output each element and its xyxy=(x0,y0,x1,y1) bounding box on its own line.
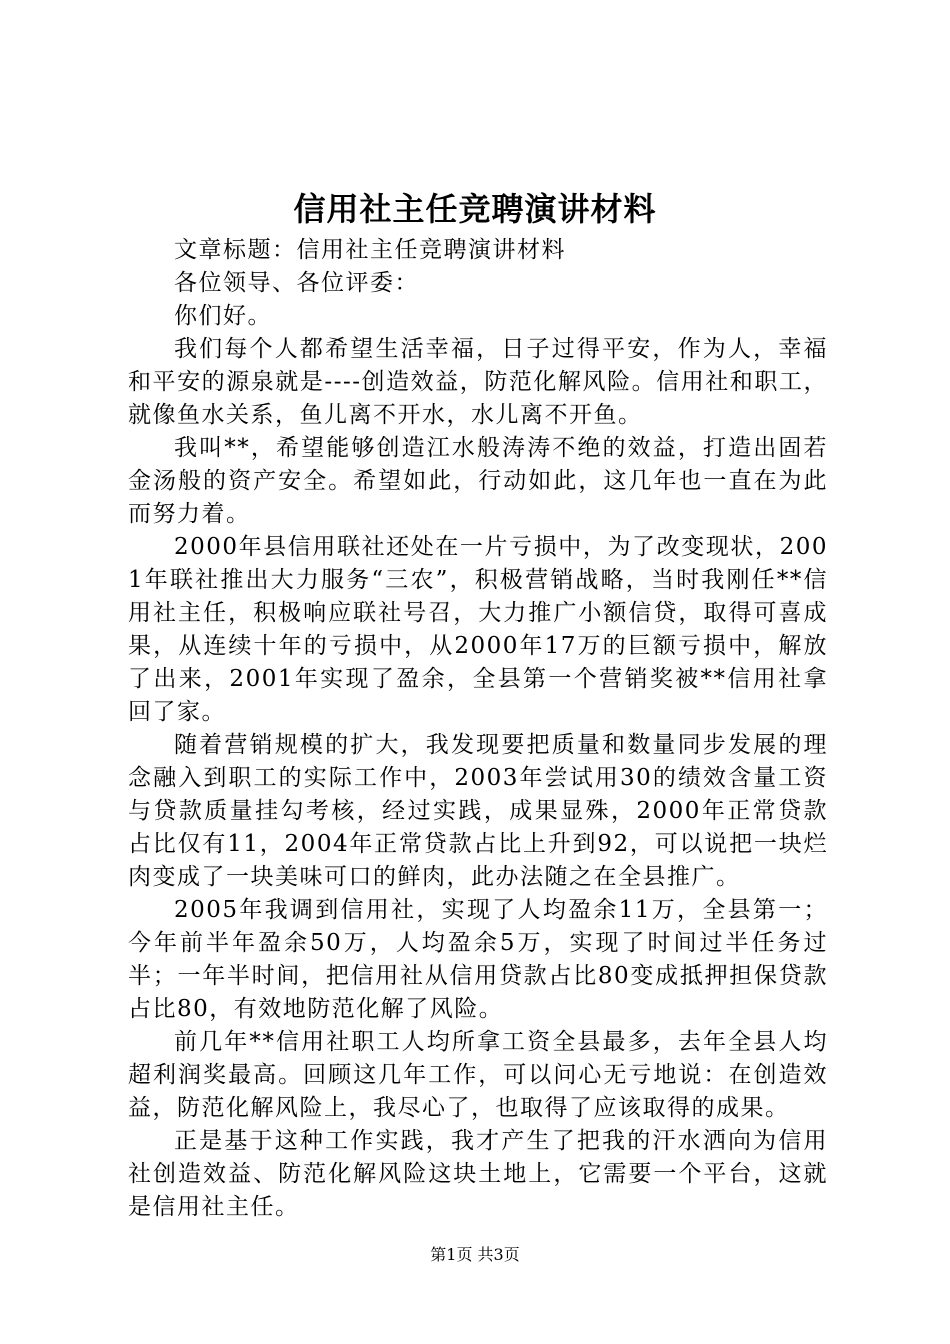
document-body xyxy=(128,234,828,1224)
paragraph-marketing-scale: 随着营销规模的扩大，我发现要把质量和数量同步发展的理念融入到职工的实际工作中，2003年尝试用30的绩效含量工资与贷款质量挂勾考核，经过实践，成果显殊，2000年正常贷款占比仅有11，2004年正常贷款占比上升到92，可以说把一块烂肉变成了一块美味可口的鲜肉，此办法随之在全县推广。 xyxy=(128,732,828,890)
paragraph-article-title: 文章标题：信用社主任竞聘演讲材料 xyxy=(174,237,566,263)
page-number: 第1页 共3页 xyxy=(430,1245,520,1264)
paragraph-2005-results: 2005年我调到信用社，实现了人均盈余11万，全县第一；今年前半年盈余50万，人均盈余5万，实现了时间过半任务过半；一年半时间，把信用社从信用贷款占比80变成抵押担保贷款占比80，有效地防范化解了风险。 xyxy=(128,897,828,1022)
paragraph-conclusion: 正是基于这种工作实践，我才产生了把我的汗水洒向为信用社创造效益、防范化解风险这块土地上，它需要一个平台，这就是信用社主任。 xyxy=(128,1128,828,1220)
paragraph-greeting: 你们好。 xyxy=(174,303,272,329)
document-title: 信用社主任竞聘演讲材料 xyxy=(293,190,657,228)
paragraph-happiness: 我们每个人都希望生活幸福，日子过得平安，作为人，幸福和平安的源泉就是----创造效益，防范化解风险。信用社和职工，就像鱼水关系，鱼儿离不开水，水儿离不开鱼。 xyxy=(128,336,828,428)
paragraph-introduction: 我叫**，希望能够创造江水般涛涛不绝的效益，打造出固若金汤般的资产安全。希望如此，行动如此，这几年也一直在为此而努力着。 xyxy=(128,435,828,527)
paragraph-review: 前几年**信用社职工人均所拿工资全县最多，去年全县人均超利润奖最高。回顾这几年工作，可以问心无亏地说：在创造效益，防范化解风险上，我尽心了，也取得了应该取得的成果。 xyxy=(128,1029,828,1121)
paragraph-2000-history: 2000年县信用联社还处在一片亏损中，为了改变现状，2001年联社推出大力服务“三农”，积极营销战略，当时我刚任**信用社主任，积极响应联社号召，大力推广小额信贷，取得可喜成果，从连续十年的亏损中，从2000年17万的巨额亏损中，解放了出来，2001年实现了盈余，全县第一个营销奖被**信用社拿回了家。 xyxy=(128,534,828,725)
paragraph-salutation: 各位领导、各位评委： xyxy=(174,270,419,296)
